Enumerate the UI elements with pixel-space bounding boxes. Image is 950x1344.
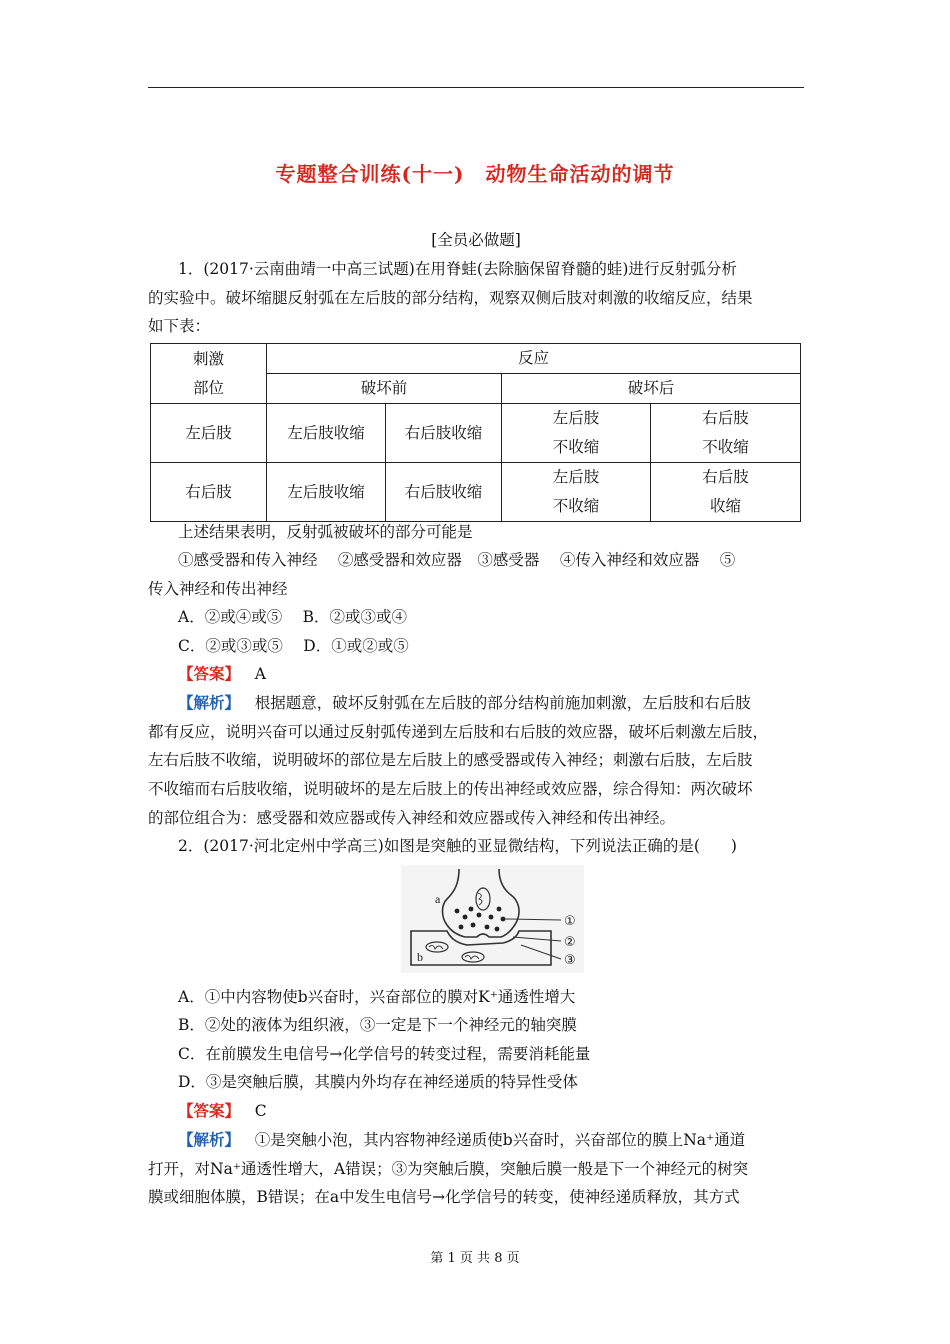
header-before: 破坏前: [267, 374, 502, 404]
page-footer: 第 1 页 共 8 页: [430, 1251, 520, 1266]
q1-analysis-line-5: 的部位组合为：感受器和效应器或传入神经和效应器或传入神经和传出神经。: [148, 809, 676, 827]
q1-analysis-line-2: 都有反应，说明兴奋可以通过反射弧传递到左后肢和右后肢的效应器，破坏后刺激左后肢，: [148, 723, 769, 741]
q1-analysis-line-1: 【解析】 根据题意，破坏反射弧在左后肢的部分结构前施加刺激，左后肢和右后肢: [178, 693, 751, 712]
q1-items-line-1: ①感受器和传入神经 ②感受器和效应器 ③感受器 ④传入神经和效应器 ⑤: [178, 551, 736, 569]
page-title: 专题整合训练(十一) 动物生命活动的调节: [275, 162, 675, 186]
cell-after-left: 左后肢 不收缩: [502, 463, 651, 522]
cell-after-right: 右后肢 收缩: [651, 463, 801, 522]
header-after: 破坏后: [502, 374, 801, 404]
q1-items-line-2: 传入神经和传出神经: [148, 580, 288, 598]
label-b: b: [417, 950, 423, 964]
q2-option-b: B．②处的液体为组织液，③一定是下一个神经元的轴突膜: [178, 1016, 577, 1034]
cell-after-left: 左后肢 不收缩: [502, 404, 651, 463]
answer-tag: 【答案】: [178, 664, 241, 683]
answer-value: A: [254, 665, 266, 683]
cell-before-right: 右后肢收缩: [386, 404, 502, 463]
cell-part: 右后肢: [151, 463, 267, 522]
cell-before-right: 右后肢收缩: [386, 463, 502, 522]
q1-answer: [178, 664, 804, 684]
q1-analysis-line-3: 左右后肢不收缩，说明破坏的部位是左后肢上的感受器或传入神经；刺激右后肢，左后肢: [148, 751, 753, 769]
cell-before-left: 左后肢收缩: [267, 404, 386, 463]
table-row: [151, 463, 801, 522]
table-row: [151, 404, 801, 463]
analysis-tag: 【解析】: [178, 693, 241, 712]
cell-part: 左后肢: [151, 404, 267, 463]
cell-before-left: 左后肢收缩: [267, 463, 386, 522]
q2-stem: 2．(2017·河北定州中学高三)如图是突触的亚显微结构，下列说法正确的是( ): [178, 837, 737, 855]
q2-answer: [178, 1101, 804, 1121]
label-a: a: [435, 892, 441, 906]
q1-option-ab: A．②或④或⑤ B．②或③或④: [178, 608, 408, 626]
label-3: ③: [564, 953, 576, 968]
q1-stem-line-2: 的实验中。破坏缩腿反射弧在左后肢的部分结构，观察双侧后肢对刺激的收缩反应，结果: [148, 289, 753, 307]
synapse-figure: [401, 865, 584, 973]
answer-tag: 【答案】: [178, 1101, 241, 1120]
q1-option-cd: C．②或③或⑤ D．①或②或⑤: [178, 637, 409, 655]
q2-option-a: A．①中内容物使b兴奋时，兴奋部位的膜对K⁺通透性增大: [178, 988, 576, 1006]
header-stimulus-part: 刺激 部位: [151, 344, 267, 404]
header-reaction: 反应: [267, 344, 801, 374]
header-rule: [148, 87, 804, 88]
q2-analysis-line-3: 膜或细胞体膜，B错误；在a中发生电信号→化学信号的转变，使神经递质释放，其方式: [148, 1188, 740, 1206]
label-1: ①: [564, 914, 576, 929]
section-heading: [全员必做题]: [431, 231, 521, 249]
reaction-table: [150, 343, 801, 522]
cell-after-right: 右后肢 不收缩: [651, 404, 801, 463]
q1-conclusion: 上述结果表明，反射弧被破坏的部分可能是: [178, 523, 473, 541]
q1-analysis-line-4: 不收缩而右后肢收缩，说明破坏的是左后肢上的传出神经或效应器，综合得知：两次破坏: [148, 780, 753, 798]
q2-option-c: C．在前膜发生电信号→化学信号的转变过程，需要消耗能量: [178, 1045, 591, 1063]
q2-analysis-line-1: 【解析】 ①是突触小泡，其内容物神经递质使b兴奋时，兴奋部位的膜上Na⁺通道: [178, 1130, 746, 1149]
q2-option-d: D．③是突触后膜，其膜内外均存在神经递质的特异性受体: [178, 1073, 578, 1091]
q1-stem-line-3: 如下表：: [148, 317, 211, 335]
q1-stem-line-1: 1．(2017·云南曲靖一中高三试题)在用脊蛙(去除脑保留脊髓的蛙)进行反射弧分析: [178, 260, 737, 278]
analysis-tag: 【解析】: [178, 1130, 241, 1149]
label-2: ②: [564, 935, 576, 950]
q2-analysis-line-2: 打开，对Na⁺通透性增大，A错误；③为突触后膜，突触后膜一般是下一个神经元的树突: [148, 1160, 749, 1178]
answer-value: C: [254, 1102, 267, 1120]
